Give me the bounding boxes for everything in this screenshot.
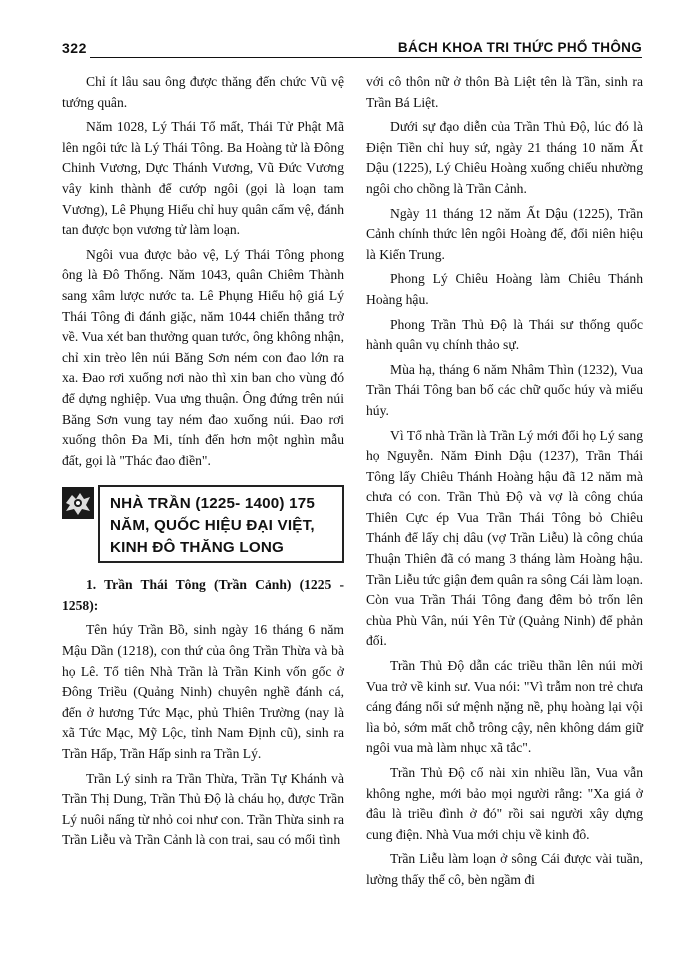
page-number: 322 — [62, 40, 87, 56]
ornament-icon — [62, 487, 94, 519]
page-header — [62, 38, 642, 66]
paragraph: Trần Thủ Độ dẫn các triều thần lên núi mời Vua trở về kinh sư. Vua nói: "Vì trẫm non trẻ chưa cáng đáng nổi sứ mệnh nặng nề, phụ hoàng lại vội lìa bỏ, sớm mất chỗ trông cậy, nên không dám giữ ngôi vua mà làm nhục xã tắc". — [366, 658, 643, 756]
subheading: 1. Trần Thái Tông (Trần Cảnh) (1225 - 1258): — [62, 577, 344, 613]
left-column — [62, 72, 344, 855]
paragraph: Dưới sự đạo diễn của Trần Thủ Độ, lúc đó là Điện Tiền chỉ huy sứ, ngày 21 tháng 10 năm Ất Dậu (1225), Lý Chiêu Hoàng xuống chiếu nhường ngôi cho chồng là Trần Cảnh. — [366, 119, 643, 196]
running-title: BÁCH KHOA TRI THỨC PHỔ THÔNG — [397, 40, 642, 55]
paragraph: Phong Trần Thủ Độ là Thái sư thống quốc hành quân vụ chính thảo sự. — [366, 316, 643, 353]
section-frame — [98, 485, 344, 563]
paragraph: Năm 1028, Lý Thái Tổ mất, Thái Tử Phật Mã lên ngôi tức là Lý Thái Tông. Ba Hoàng tử là Đông Chinh Vương, Dực Thánh Vương, Vũ Đức Vương vây kinh thành để cướp ngôi (gọi là loạn tam Vương), Lê Phụng Hiểu chỉ huy quân cấm vệ, đánh tan được bọn vương tử làm loạn. — [62, 119, 344, 238]
paragraph: Trần Lý sinh ra Trần Thừa, Trần Tự Khánh và Trần Thị Dung, Trần Thủ Độ là cháu họ, được Trần Lý nuôi nấng từ nhỏ coi như con. Trần Thừa sinh ra Trần Liễu và Trần Cảnh là con trai, sau có mối tình — [62, 770, 344, 848]
right-column — [366, 72, 643, 895]
paragraph: Vì Tổ nhà Trần là Trần Lý mới đổi họ Lý sang họ Nguyễn. Năm Đinh Dậu (1237), Trần Thái Tông lấy Chiêu Thánh Hoàng hậu đã 12 năm mà chưa có con. Trần Thủ Độ và vợ là công chúa Thiên Cực ép Vua Trần Thái Tông bỏ Chiêu Thánh để lấy chị dâu (vợ Trần Liễu) là công chúa Thuận Thiên đã có mang 3 tháng làm Hoàng hậu. Trần Liễu tức giận đem quân ra sông Cái làm loạn. Còn vua Trần Thái Tông đang đêm bỏ trốn lên chùa Phù Vân, núi Yên Tử (Quảng Ninh) để phản đối. — [366, 427, 643, 649]
paragraph: Mùa hạ, tháng 6 năm Nhâm Thìn (1232), Vua Trần Thái Tông ban bố các chữ quốc húy và miếu húy. — [366, 361, 643, 418]
paragraph: với cô thôn nữ ở thôn Bà Liệt tên là Tần, sinh ra Trần Bá Liệt. — [366, 74, 643, 110]
section-title: NHÀ TRẦN (1225- 1400) 175 NĂM, QUỐC HIỆU ĐẠI VIỆT, KINH ĐÔ THĂNG LONG — [110, 495, 316, 557]
paragraph: Phong Lý Chiêu Hoàng làm Chiêu Thánh Hoàng hậu. — [366, 271, 643, 307]
paragraph: Trần Thủ Độ cố nài xin nhiều lần, Vua vẫn không nghe, mới bảo mọi người rằng: "Xa giá ở đâu là triều đình ở đó" rồi sai người xây dựng cung điện. Nhà Vua mới chịu về kinh đô. — [366, 765, 643, 842]
paragraph: Chỉ ít lâu sau ông được thăng đến chức Vũ vệ tướng quân. — [62, 74, 344, 110]
paragraph: Ngôi vua được bảo vệ, Lý Thái Tông phong ông là Đô Thống. Năm 1043, quân Chiêm Thành sang xâm lược nước ta. Lê Phụng Hiểu hộ giá Lý Thái Tông đi đánh giặc, năm 1044 chiến thắng trở về. Vua xét ban thưởng quan tước, ông không nhận, chỉ xin trèo lên núi Băng Sơn ném con đao lớn ra xa. Đao rơi xuống nơi nào thì xin ban cho vùng đó để dựng nghiệp. Vua ưng thuận. Ông đứng trên núi Băng Sơn vung tay ném đao xuống núi. Đao rơi xuống thôn Đa Mi, tính đến hơn một nghìn mẫu đất, gọi là "Thác đao điền". — [62, 246, 344, 468]
paragraph: Tên húy Trần Bồ, sinh ngày 16 tháng 6 năm Mậu Dần (1218), con thứ của ông Trần Thừa và bà họ Lê. Tổ tiên Nhà Trần là Trần Kinh vốn gốc ở Đông Triều (Quảng Ninh) chuyên nghề đánh cá, đến ở hương Tức Mạc, phủ Thiên Trường (nay là xã Tức Mạc, Mỹ Lộc, tỉnh Nam Định cũ), sinh ra Trần Hấp, Trần Hấp sinh ra Trần Lý. — [62, 622, 344, 762]
paragraph: Trần Liễu làm loạn ở sông Cái được vài tuần, lường thấy thế cô, bèn ngầm đi — [366, 851, 643, 887]
paragraph: Ngày 11 tháng 12 năm Ất Dậu (1225), Trần Cảnh chính thức lên ngôi Hoàng đế, đổi niên hiệu là Kiến Trung. — [366, 205, 643, 262]
section-heading-box — [62, 485, 344, 563]
header-rule — [90, 57, 642, 58]
